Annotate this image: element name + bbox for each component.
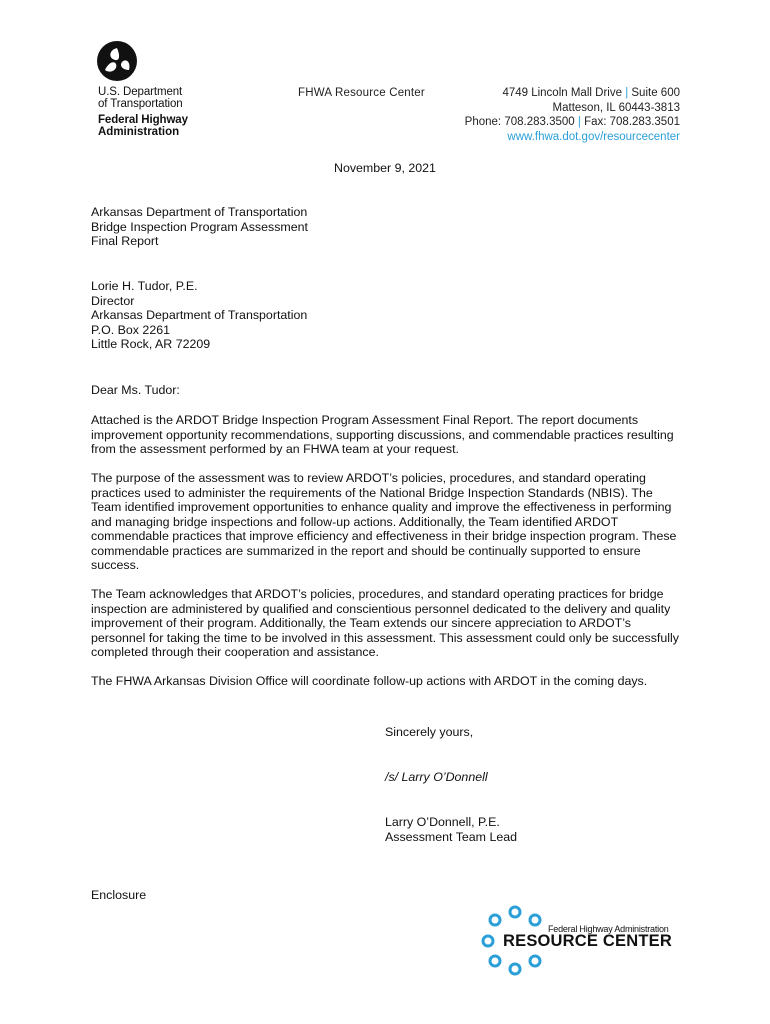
recipient-block bbox=[91, 279, 307, 352]
website-link[interactable]: www.fhwa.dot.gov/resourcecenter bbox=[507, 130, 680, 143]
body-paragraph: Attached is the ARDOT Bridge Inspection Program Assessment Final Report. The report documents improvement opportunity recommendations, supporting discussions, and commendable practices resulting from the assessment performed by an FHWA team at your request. bbox=[91, 413, 674, 456]
signature: /s/ Larry O’Donnell bbox=[385, 770, 488, 784]
address-phone-fax bbox=[465, 115, 680, 130]
recipient-line: P.O. Box 2261 bbox=[91, 322, 170, 337]
salutation: Dear Ms. Tudor: bbox=[91, 383, 180, 397]
separator: | bbox=[625, 87, 629, 99]
dot-agency-name bbox=[98, 86, 188, 138]
phone: Phone: 708.283.3500 bbox=[464, 116, 575, 128]
signer-block bbox=[385, 815, 517, 844]
dept-line-2: of Transportation bbox=[98, 98, 183, 110]
letterhead-address bbox=[465, 86, 680, 144]
signer-name: Larry O’Donnell, P.E. bbox=[385, 815, 500, 829]
subject-block bbox=[91, 205, 308, 249]
address-city: Matteson, IL 60443-3813 bbox=[552, 101, 680, 114]
signer-title: Assessment Team Lead bbox=[385, 829, 518, 844]
recipient-line: Little Rock, AR 72209 bbox=[91, 337, 211, 351]
dot-logo-icon bbox=[96, 40, 138, 82]
body-paragraph: The Team acknowledges that ARDOT’s policies, procedures, and standard operating practices for bridge inspection are administered by qualified and conscientious personnel dedicated to the delivery and quality improvement of their program. Additionally, the Team extends our sincere appreciation to ARDOT’s personnel for taking the time to be involved in this assessment. This assessment could only be successfully completed through their cooperation and assistance. bbox=[91, 587, 679, 659]
address-line-1 bbox=[465, 86, 680, 101]
center-name: FHWA Resource Center bbox=[298, 87, 425, 99]
subject-line: Final Report bbox=[91, 234, 159, 248]
agency-line-1: Federal Highway bbox=[98, 114, 188, 126]
recipient-line: Arkansas Department of Transportation bbox=[91, 308, 308, 322]
dept-line-1: U.S. Department bbox=[98, 86, 183, 98]
closing: Sincerely yours, bbox=[385, 725, 474, 739]
agency-line-2: Administration bbox=[98, 126, 180, 138]
subject-line: Bridge Inspection Program Assessment bbox=[91, 219, 308, 234]
rc-small-text: Federal Highway Administration bbox=[548, 924, 669, 934]
address-suite: Suite 600 bbox=[631, 87, 680, 99]
body-paragraph: The FHWA Arkansas Division Office will coordinate follow-up actions with ARDOT in the coming days. bbox=[91, 674, 648, 688]
enclosure-note: Enclosure bbox=[91, 888, 147, 902]
separator: | bbox=[577, 116, 581, 128]
letter-date: November 9, 2021 bbox=[334, 161, 436, 175]
body-paragraph: The purpose of the assessment was to review ARDOT’s policies, procedures, and standard operating practices used to administer the requirements of the National Bridge Inspection Standards (NBIS). The Team identified improvement opportunities to enhance quality and improve the effectiveness in performing and managing bridge inspections and follow-up actions. Additionally, the Team identified ARDOT commendable practices that improve efficiency and effectiveness in their bridge inspection program. These commendable practices are summarized in the report and should be continually supported to ensure success. bbox=[91, 471, 677, 572]
subject-line: Arkansas Department of Transportation bbox=[91, 205, 308, 219]
address-street: 4749 Lincoln Mall Drive bbox=[502, 87, 622, 99]
rc-big-text: RESOURCE CENTER bbox=[503, 932, 672, 950]
recipient-line: Lorie H. Tudor, P.E. bbox=[91, 279, 198, 293]
recipient-line: Director bbox=[91, 293, 135, 308]
letter-body bbox=[91, 413, 681, 703]
fax: Fax: 708.283.3501 bbox=[584, 116, 680, 128]
